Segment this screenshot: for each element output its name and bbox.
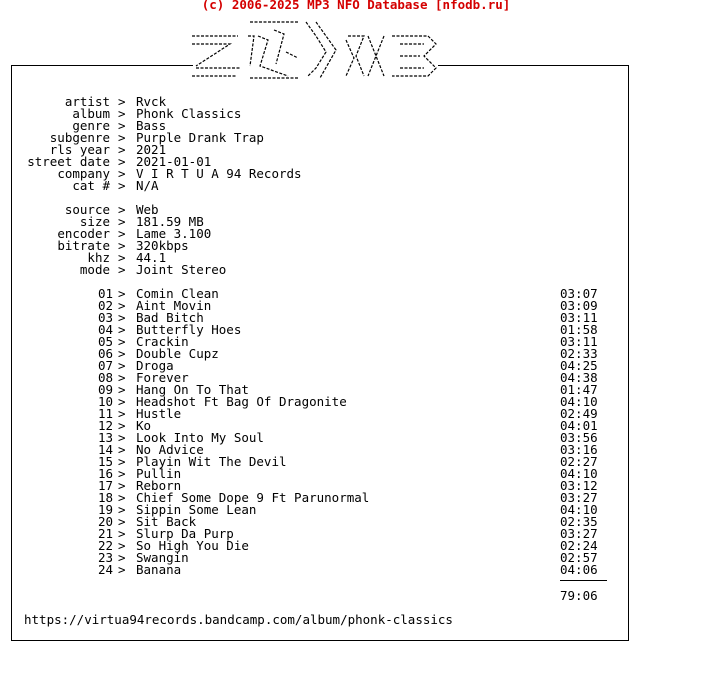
track-duration: 03:09 — [560, 298, 598, 313]
arrow-separator: > — [118, 526, 126, 541]
track-number: 07 — [97, 358, 113, 373]
arrow-separator: > — [118, 406, 126, 421]
arrow-separator: > — [118, 142, 126, 157]
field-label: mode — [79, 262, 110, 277]
field-label: genre — [72, 118, 110, 133]
track-title: Forever — [136, 370, 189, 385]
track-number: 24 — [97, 562, 113, 577]
track-number: 03 — [97, 310, 113, 325]
track-title: Comin Clean — [136, 286, 219, 301]
track-duration: 04:10 — [560, 394, 598, 409]
track-duration: 04:06 — [560, 562, 598, 577]
track-number: 06 — [97, 346, 113, 361]
track-title: So High You Die — [136, 538, 249, 553]
track-title: Bad Bitch — [136, 310, 204, 325]
track-title: Aint Movin — [136, 298, 212, 313]
track-title: Crackin — [136, 334, 189, 349]
arrow-separator: > — [118, 502, 126, 517]
arrow-separator: > — [118, 382, 126, 397]
track-title: Hustle — [136, 406, 182, 421]
arrow-separator: > — [118, 106, 126, 121]
track-number: 09 — [97, 382, 113, 397]
track-number: 11 — [97, 406, 113, 421]
track-title: Butterfly Hoes — [136, 322, 242, 337]
arrow-separator: > — [118, 238, 126, 253]
track-title: Look Into My Soul — [136, 430, 264, 445]
field-label: encoder — [57, 226, 110, 241]
field-value: 181.59 MB — [136, 214, 204, 229]
track-duration: 03:27 — [560, 490, 598, 505]
arrow-separator: > — [118, 310, 126, 325]
track-number: 13 — [97, 430, 113, 445]
arrow-separator: > — [118, 430, 126, 445]
track-title: Sit Back — [136, 514, 197, 529]
site-header: (c) 2006-2025 MP3 NFO Database [nfodb.ru] — [201, 0, 511, 12]
track-number: 14 — [97, 442, 113, 457]
track-number: 01 — [97, 286, 113, 301]
arrow-separator: > — [118, 478, 126, 493]
track-duration: 02:24 — [560, 538, 598, 553]
track-duration: 03:56 — [560, 430, 598, 445]
track-number: 18 — [97, 490, 113, 505]
field-label: rls year — [49, 142, 110, 157]
track-duration: 03:11 — [560, 310, 598, 325]
arrow-separator: > — [118, 562, 126, 577]
arrow-separator: > — [118, 298, 126, 313]
arrow-separator: > — [118, 250, 126, 265]
album-url[interactable]: https://virtua94records.bandcamp.com/album/phonk-classics — [24, 612, 453, 627]
arrow-separator: > — [118, 370, 126, 385]
arrow-separator: > — [118, 226, 126, 241]
total-time: 79:06 — [560, 588, 598, 603]
field-value: Web — [136, 202, 159, 217]
track-duration: 02:27 — [560, 454, 598, 469]
field-label: source — [64, 202, 110, 217]
arrow-separator: > — [118, 202, 126, 217]
track-number: 23 — [97, 550, 113, 565]
track-number: 20 — [97, 514, 113, 529]
field-value: Purple Drank Trap — [136, 130, 264, 145]
field-value: 44.1 — [136, 250, 167, 265]
info-row — [0, 180, 712, 192]
track-number: 08 — [97, 370, 113, 385]
track-duration: 03:12 — [560, 478, 598, 493]
track-title: Ko — [136, 418, 152, 433]
track-number: 19 — [97, 502, 113, 517]
track-duration: 04:10 — [560, 502, 598, 517]
track-title: Sippin Some Lean — [136, 502, 257, 517]
track-duration: 03:07 — [560, 286, 598, 301]
arrow-separator: > — [118, 346, 126, 361]
field-value: Lame 3.100 — [136, 226, 212, 241]
track-duration: 04:25 — [560, 358, 598, 373]
track-duration: 02:35 — [560, 514, 598, 529]
arrow-separator: > — [118, 514, 126, 529]
track-duration: 04:01 — [560, 418, 598, 433]
track-duration: 01:47 — [560, 382, 598, 397]
track-title: Slurp Da Purp — [136, 526, 234, 541]
arrow-separator: > — [118, 322, 126, 337]
track-duration: 02:33 — [560, 346, 598, 361]
track-duration: 03:16 — [560, 442, 598, 457]
field-label: bitrate — [57, 238, 110, 253]
arrow-separator: > — [118, 454, 126, 469]
arrow-separator: > — [118, 358, 126, 373]
track-row — [0, 564, 712, 576]
field-value: 320kbps — [136, 238, 189, 253]
arrow-separator: > — [118, 286, 126, 301]
arrow-separator: > — [118, 166, 126, 181]
total-separator — [560, 580, 607, 581]
arrow-separator: > — [118, 334, 126, 349]
field-label: album — [72, 106, 110, 121]
field-label: size — [79, 214, 110, 229]
track-number: 04 — [97, 322, 113, 337]
track-title: No Advice — [136, 442, 204, 457]
arrow-separator: > — [118, 262, 126, 277]
track-number: 21 — [97, 526, 113, 541]
track-duration: 02:49 — [560, 406, 598, 421]
track-title: Double Cupz — [136, 346, 219, 361]
arrow-separator: > — [118, 130, 126, 145]
field-value: V I R T U A 94 Records — [136, 166, 302, 181]
track-title: Reborn — [136, 478, 182, 493]
track-title: Chief Some Dope 9 Ft Parunormal — [136, 490, 370, 505]
arrow-separator: > — [118, 118, 126, 133]
arrow-separator: > — [118, 490, 126, 505]
arrow-separator: > — [118, 178, 126, 193]
track-title: Headshot Ft Bag Of Dragonite — [136, 394, 347, 409]
field-label: cat # — [72, 178, 110, 193]
arrow-separator: > — [118, 418, 126, 433]
field-label: subgenre — [49, 130, 110, 145]
track-title: Swangin — [136, 550, 189, 565]
tech-row — [0, 264, 712, 276]
track-title: Hang On To That — [136, 382, 249, 397]
track-duration: 04:10 — [560, 466, 598, 481]
arrow-separator: > — [118, 466, 126, 481]
field-label: company — [57, 166, 110, 181]
track-duration: 03:27 — [560, 526, 598, 541]
track-title: Droga — [136, 358, 174, 373]
arrow-separator: > — [118, 154, 126, 169]
field-label: street date — [27, 154, 110, 169]
track-duration: 02:57 — [560, 550, 598, 565]
arrow-separator: > — [118, 442, 126, 457]
field-value: 2021-01-01 — [136, 154, 212, 169]
field-value: Rvck — [136, 94, 167, 109]
field-label: khz — [87, 250, 110, 265]
field-value: 2021 — [136, 142, 167, 157]
field-value: Bass — [136, 118, 167, 133]
track-title: Pullin — [136, 466, 182, 481]
track-number: 05 — [97, 334, 113, 349]
arrow-separator: > — [118, 394, 126, 409]
track-number: 17 — [97, 478, 113, 493]
field-label: artist — [64, 94, 110, 109]
track-title: Playin Wit The Devil — [136, 454, 287, 469]
track-number: 16 — [97, 466, 113, 481]
track-duration: 01:58 — [560, 322, 598, 337]
track-duration: 04:38 — [560, 370, 598, 385]
track-number: 15 — [97, 454, 113, 469]
track-title: Banana — [136, 562, 182, 577]
arrow-separator: > — [118, 214, 126, 229]
track-number: 22 — [97, 538, 113, 553]
arrow-separator: > — [118, 550, 126, 565]
field-value: N/A — [136, 178, 159, 193]
arrow-separator: > — [118, 538, 126, 553]
track-duration: 03:11 — [560, 334, 598, 349]
track-number: 02 — [97, 298, 113, 313]
track-number: 12 — [97, 418, 113, 433]
field-value: Phonk Classics — [136, 106, 242, 121]
field-value: Joint Stereo — [136, 262, 227, 277]
track-number: 10 — [97, 394, 113, 409]
arrow-separator: > — [118, 94, 126, 109]
